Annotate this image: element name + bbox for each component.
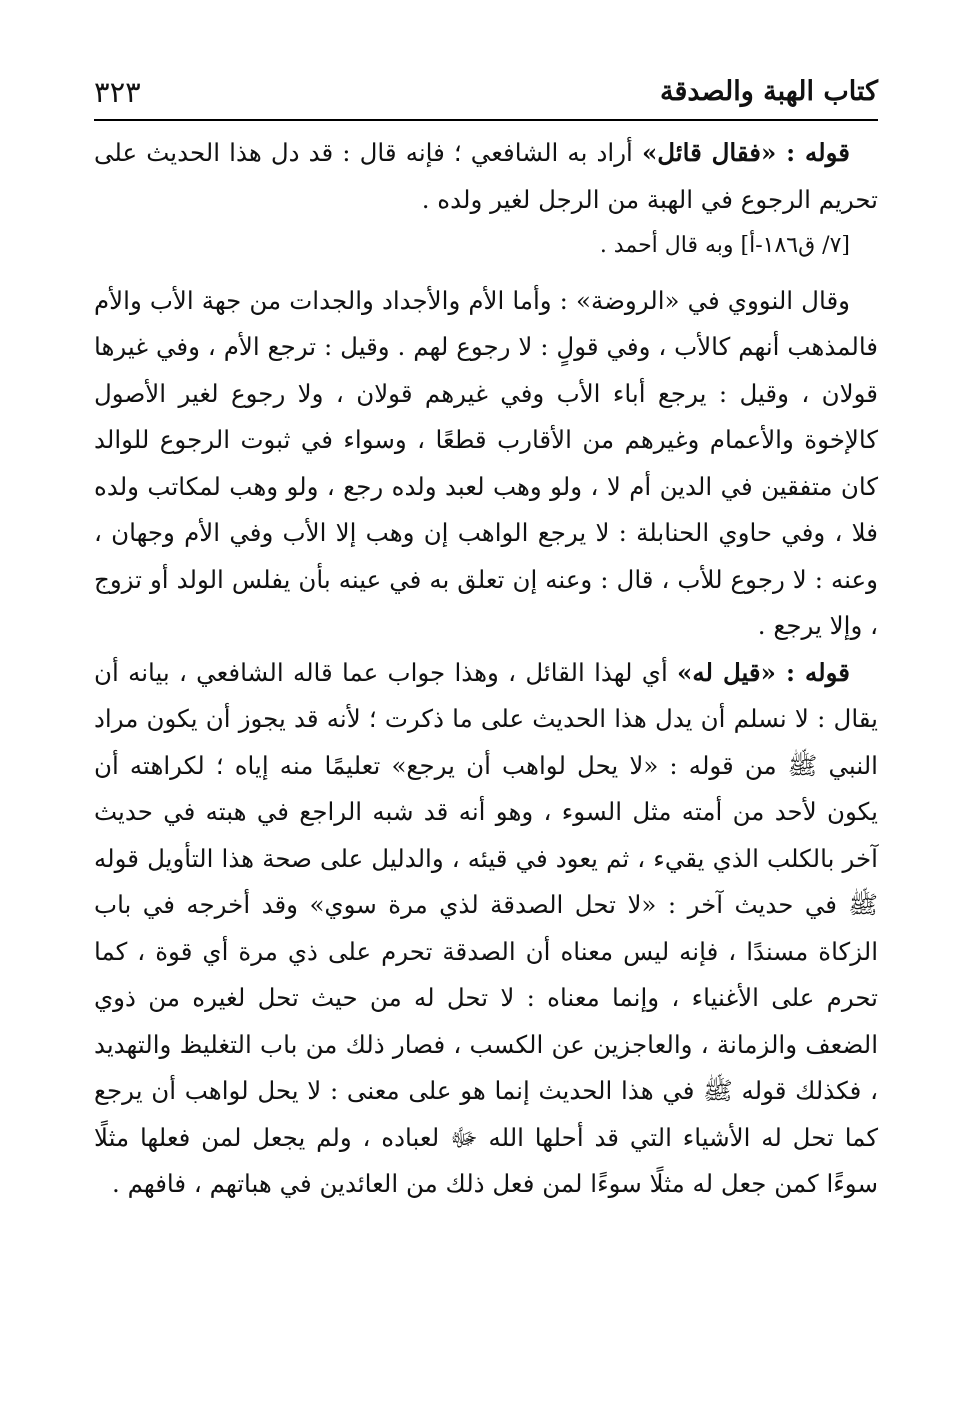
page-header bbox=[94, 64, 878, 112]
paragraph-1 bbox=[94, 130, 878, 223]
paragraph-1-text: أراد به الشافعي ؛ فإنه قال : قد دل هذا الحديث على تحريم الرجوع في الهبة من الرجل لغير ولده . bbox=[94, 138, 878, 214]
paragraph-4-text: أي لهذا القائل ، وهذا جواب عما قاله الشافعي ، بيانه أن يقال : لا نسلم أن يدل هذا الحديث على ما ذكرت ؛ لأنه قد يجوز أن يكون مراد النبي ﷺ من قوله : «لا يحل لواهب أن يرجع» تعليمًا منه إياه ؛ لكراهته أن يكون لأحد من أمته مثل السوء ، وهو أنه قد شبه الراجع في هبته في حديث آخر بالكلب الذي يقيء ، ثم يعود في قيئه ، والدليل على صحة هذا التأويل قوله ﷺ في حديث آخر : «لا تحل الصدقة لذي مرة سوي» وقد أخرجه في باب الزكاة مسندًا ، فإنه ليس معناه أن الصدقة تحرم على ذي مرة أي قوة ، كما تحرم على الأغنياء ، وإنما معناه : لا تحل له من حيث تحل لغيره من ذوي الضعف والزمانة ، والعاجزين عن الكسب ، فصار ذلك من باب التغليظ والتهديد ، فكذلك قوله ﷺ في هذا الحديث إنما هو على معنى : لا يحل لواهب أن يرجع كما تحل له الأشياء التي قد أحلها الله ﷻ لعباده ، ولم يجعل لمن فعلها مثلًا سوءًا كمن جعل له مثلًا سوءًا لمن فعل ذلك من العائدين في هباتهم ، فافهم . bbox=[94, 657, 878, 1198]
paragraph-2: [٧/ ق١٨٦-أ] وبه قال أحمد . bbox=[599, 233, 850, 258]
page-body bbox=[94, 130, 878, 1208]
paragraph-3: وقال النووي في «الروضة» : وأما الأم والأجداد والجدات من جهة الأب والأم فالمذهب أنهم كالأب ، وفي قولٍ : لا رجوع لهم . وقيل : ترجع الأم ، وفي غيرها قولان ، وقيل : يرجع أباء الأب وفي غيرهم قولان ، ولا رجوع لغير الأصول كالإخوة والأعمام وغيرهم من الأقارب قطعًا ، وسواء في ثبوت الرجوع للوالد كان متفقين في الدين أم لا ، ولو وهب لعبد ولده رجع ، ولو وهب لمكاتب ولده فلا ، وفي حاوي الحنابلة : لا يرجع الواهب إن وهب إلا الأب وفي الأم وجهان ، وعنه : لا رجوع للأب ، قال : وعنه إن تعلق به في عينه بأن يفلس الولد أو تزوج ، وإلا يرجع . bbox=[94, 285, 878, 640]
paragraph-1-lead: قوله : «فقال قائل» bbox=[641, 138, 850, 167]
paragraph-4-lead: قوله : «قيل له» bbox=[677, 657, 850, 687]
paragraph-4 bbox=[94, 650, 878, 1208]
header-rule bbox=[94, 119, 878, 121]
running-title: كتاب الهبة والصدقة bbox=[660, 76, 878, 107]
page-number: ٣٢٣ bbox=[94, 75, 141, 109]
